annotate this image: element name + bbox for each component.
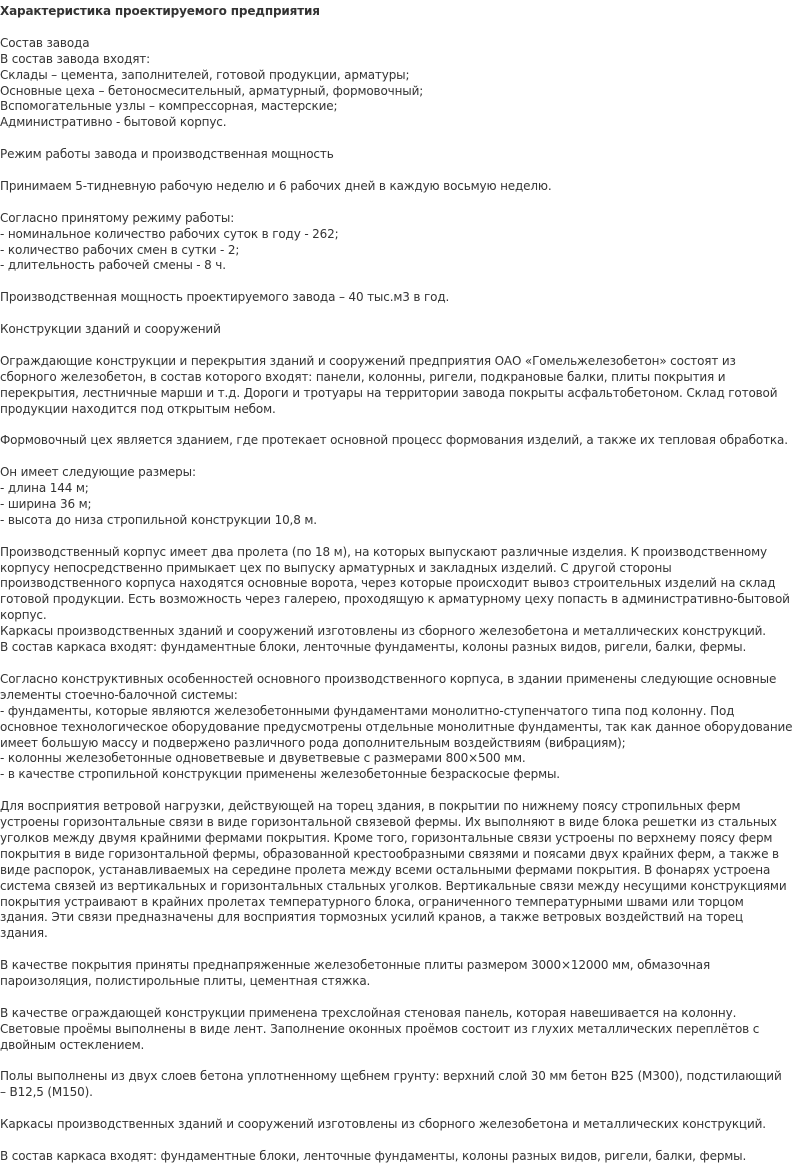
text-line: Световые проёмы выполнены в виде лент. Заполнение оконных проёмов состоит из глухих металлических переплётов с <box>0 1021 760 1036</box>
paragraph <box>0 1069 782 1101</box>
text-line: Согласно конструктивных особенностей основного производственного корпуса, в здании применены следующие основные <box>0 671 777 686</box>
text-line: Административно - бытовой корпус. <box>0 115 227 130</box>
paragraph <box>0 433 788 449</box>
text-line: – В12,5 (М150). <box>0 1085 93 1100</box>
paragraph <box>0 465 700 529</box>
text-line: - высота до низа стропильной конструкции 10,8 м. <box>0 512 317 527</box>
paragraph <box>0 147 700 163</box>
text-line: - длительность рабочей смены - 8 ч. <box>0 258 226 273</box>
text-line: Режим работы завода и производственная мощность <box>0 147 334 162</box>
text-line: Он имеет следующие размеры: <box>0 465 196 480</box>
paragraph <box>0 799 787 942</box>
text-line: - колонны железобетонные одноветвевые и двуветвевые с размерами 800×500 мм. <box>0 751 526 766</box>
paragraph <box>0 671 792 783</box>
paragraph <box>0 1117 766 1133</box>
text-line: перекрытия, лестничные марши и т.д. Дороги и тротуары на территории завода покрыты асфальтобетоном. Склад готовой <box>0 385 778 400</box>
text-line: производственного корпуса находятся основные ворота, через которые происходит вывоз строительных изделий на склад <box>0 576 776 591</box>
text-line: продукции находится под открытым небом. <box>0 401 276 416</box>
text-line: - количество рабочих смен в сутки - 2; <box>0 242 240 257</box>
text-line: - длина 144 м; <box>0 481 89 496</box>
text-line: здания. Эти связи предназначены для восприятия тормозных усилий кранов, а также ветровых воздействий на торец <box>0 910 744 925</box>
paragraph <box>0 353 778 418</box>
document-body <box>0 35 792 1165</box>
text-line: Каркасы производственных зданий и сооружений изготовлены из сборного железобетона и металлических конструкций. <box>0 624 766 639</box>
text-line: уголков между двумя крайними фермами покрытия. Кроме того, горизонтальные связи устроены по верхнему поясу ферм <box>0 830 773 845</box>
text-line: Полы выполнены из двух слоев бетона уплотненному щебнем грунту: верхний слой 30 мм бетон В25 (М300), подстилающий <box>0 1069 782 1084</box>
text-line: система связей из вертикальных и горизонтальных стальных уголков. Вертикальные связи между несущими конструкциями <box>0 878 787 893</box>
text-line: Согласно принятому режиму работы: <box>0 210 235 225</box>
text-line: В состав каркаса входят: фундаментные блоки, ленточные фундаменты, колоны разных видов, ригели, балки, фермы. <box>0 640 747 655</box>
text-line: основное технологическое оборудование предусмотрены отдельные монолитные фундаменты, так как данное оборудование <box>0 719 792 734</box>
paragraph <box>0 290 700 306</box>
text-line: Вспомогательные узлы – компрессорная, мастерские; <box>0 99 338 114</box>
text-line: готовой продукции. Есть возможность через галерею, проходящую к арматурному цеху попасть в административно-бытовой <box>0 592 790 607</box>
text-line: - номинальное количество рабочих суток в году - 262; <box>0 226 339 241</box>
text-line: В состав каркаса входят: фундаментные блоки, ленточные фундаменты, колоны разных видов, ригели, балки, фермы. <box>0 1148 747 1163</box>
text-line: здания. <box>0 926 48 941</box>
text-line: Склады – цемента, заполнителей, готовой продукции, арматуры; <box>0 67 410 82</box>
text-line: виде распорок, устанавливаемых на середине пролета между всеми остальными фермами покрытия. В фонарях устроена <box>0 862 771 877</box>
text-line: Основные цеха – бетоносмесительный, арматурный, формовочный; <box>0 83 424 98</box>
text-line: Ограждающие конструкции и перекрытия зданий и сооружений предприятия ОАО «Гомельжелезобетон» состоят из <box>0 353 736 368</box>
text-line: Состав завода <box>0 35 90 50</box>
paragraph <box>0 1148 747 1165</box>
paragraph <box>0 1005 760 1054</box>
text-line: В качестве ограждающей конструкции применена трехслойная стеновая панель, которая навешивается на колонну. <box>0 1005 737 1020</box>
text-line: корпусу непосредственно примыкает цех по выпуску арматурных и закладных изделий. С другой стороны <box>0 560 672 575</box>
paragraph <box>0 211 700 275</box>
text-line: Конструкции зданий и сооружений <box>0 322 221 337</box>
text-line: Для восприятия ветровой нагрузки, действующей на торец здания, в покрытии по нижнему поясу стропильных ферм <box>0 799 741 814</box>
text-line: - ширина 36 м; <box>0 496 92 511</box>
text-line: В качестве покрытия приняты преднапряженные железобетонные плиты размером 3000×12000 мм, обмазочная <box>0 958 711 973</box>
paragraph <box>0 179 700 195</box>
text-line: Каркасы производственных зданий и сооружений изготовлены из сборного железобетона и металлических конструкций. <box>0 1117 766 1132</box>
text-line: имеет большую массу и подвержено различного рода дополнительным воздействиям (вибрациям); <box>0 735 626 750</box>
text-line: пароизоляция, полистирольные плиты, цементная стяжка. <box>0 974 371 989</box>
text-line: - фундаменты, которые являются железобетонными фундаментами монолитно-ступенчатого типа под колонну. Под <box>0 703 735 718</box>
text-line: Производственная мощность проектируемого завода – 40 тыс.м3 в год. <box>0 290 450 305</box>
text-line: - в качестве стропильной конструкции применены железобетонные безраскосые фермы. <box>0 767 560 782</box>
text-line: Формовочный цех является зданием, где протекает основной процесс формования изделий, а также их тепловая обработка. <box>0 433 788 448</box>
text-line: сборного железобетон, в состав которого входят: панели, колонны, ригели, подкрановые балки, плиты покрытия и <box>0 369 726 384</box>
text-line: покрытия в виде горизонтальной фермы, образованной крестообразными связями и поясами двух крайних ферм, а также в <box>0 846 779 861</box>
text-line: двойным остеклением. <box>0 1037 145 1052</box>
paragraph <box>0 36 700 131</box>
text-line: Производственный корпус имеет два пролета (по 18 м), на которых выпускают различные изделия. К производственному <box>0 544 767 559</box>
text-line: элементы стоечно-балочной системы: <box>0 687 238 702</box>
paragraph <box>0 544 790 656</box>
text-line: Принимаем 5-тидневную рабочую неделю и 6 рабочих дней в каждую восьмую неделю. <box>0 178 552 193</box>
text-line: устроены горизонтальные связи в виде горизонтальной связевой фермы. Их выполняют в виде блока решетки из стальных <box>0 815 777 830</box>
text-line: В состав завода входят: <box>0 51 151 66</box>
page-title: Характеристика проектируемого предприятия <box>0 4 320 18</box>
paragraph <box>0 958 711 990</box>
text-line: корпус. <box>0 608 47 623</box>
text-line: покрытия устраивают в крайних пролетах температурного блока, ограниченного температурными швами или торцом <box>0 894 744 909</box>
paragraph <box>0 322 700 338</box>
